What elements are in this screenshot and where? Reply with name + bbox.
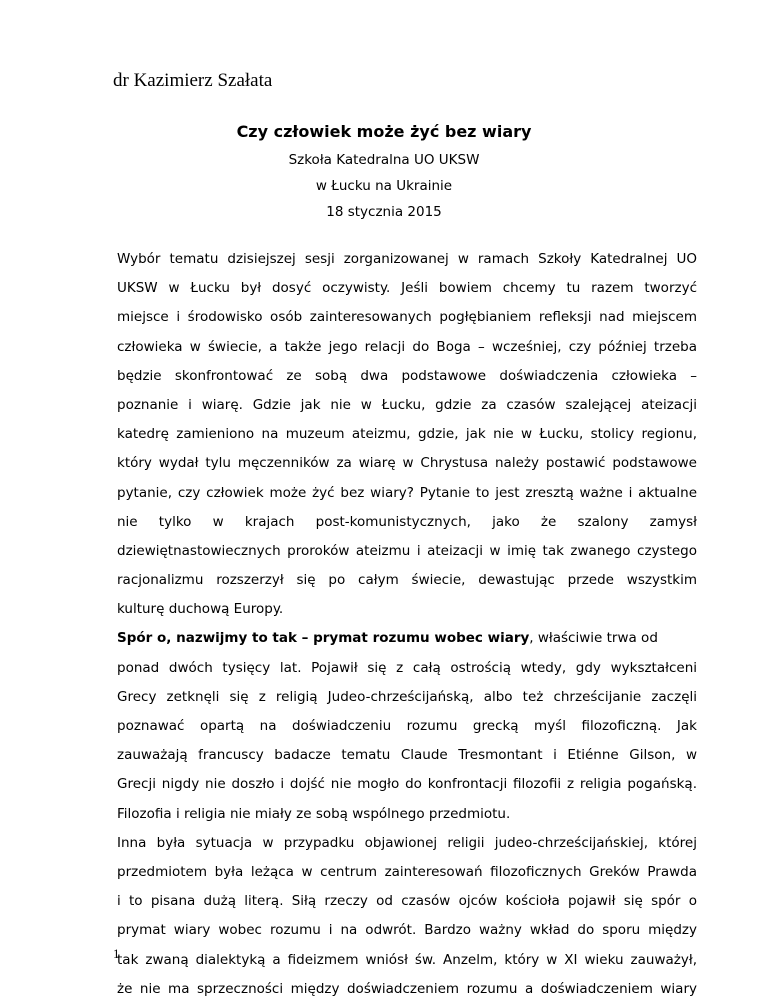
- page-number: 1: [113, 946, 120, 961]
- text-line: kulturę duchową Europy.: [117, 601, 284, 618]
- subtitle-place: w Łucku na Ukrainie: [315, 178, 453, 194]
- text-line: ponad dwóch tysięcy lat. Pojawił się z całą ostrością wtedy, gdy wykształceni: [117, 659, 697, 676]
- text-line: człowieka w świecie, a także jego relacji do Boga – wcześniej, czy później trzeba: [117, 338, 697, 355]
- text-line: pytanie, czy człowiek może żyć bez wiary? Pytanie to jest zresztą ważne i aktualne: [117, 484, 697, 501]
- text-line: nie tylko w krajach post-komunistycznych, jako że szalony zamysł: [117, 513, 697, 530]
- text-line: Inna była sytuacja w przypadku objawionej religii judeo-chrześcijańskiej, której: [117, 834, 697, 851]
- text-line: katedrę zamieniono na muzeum ateizmu, gdzie, jak nie w Łucku, stolicy regionu,: [117, 426, 697, 443]
- text-run: , właściwie trwa od: [529, 630, 658, 647]
- text-line: który wydał tylu męczenników za wiarę w Chrystusa należy postawić podstawowe: [117, 455, 697, 472]
- text-line: Filozofia i religia nie miały ze sobą wspólnego przedmiotu.: [117, 805, 511, 822]
- text-line: dziewiętnastowiecznych proroków ateizmu i ateizacji w imię tak zwanego czystego: [117, 542, 697, 559]
- document-body: [117, 245, 697, 1004]
- text-line-bold-lead: [117, 624, 697, 653]
- subtitle-institution: Szkoła Katedralna UO UKSW: [288, 152, 480, 168]
- text-line: miejsce i środowisko osób zainteresowanych pogłębianiem refleksji nad miejscem: [117, 309, 697, 326]
- text-line: zauważają francuscy badacze tematu Claude Tresmontant i Etiénne Gilson, w: [117, 747, 697, 764]
- subtitle-date: 18 stycznia 2015: [326, 204, 442, 220]
- text-line: Wybór tematu dzisiejszej sesji zorganizowanej w ramach Szkoły Katedralnej UO: [117, 251, 697, 267]
- document-title: Czy człowiek może żyć bez wiary: [236, 122, 532, 141]
- text-line: prymat wiary wobec rozumu i na odwrót. Bardzo ważny wkład do sporu między: [117, 922, 697, 939]
- text-line: racjonalizmu rozszerzył się po całym świecie, dewastując przede wszystkim: [117, 572, 697, 589]
- text-line: poznawać opartą na doświadczeniu rozumu grecką myśl filozoficzną. Jak: [117, 718, 697, 734]
- text-line: tak zwaną dialektyką a fideizmem wniósł św. Anzelm, który w XI wieku zauważył,: [117, 951, 697, 968]
- text-line: będzie skonfrontować ze sobą dwa podstawowe doświadczenia człowieka –: [117, 367, 697, 384]
- text-line: poznanie i wiarę. Gdzie jak nie w Łucku, gdzie za czasów szalejącej ateizacji: [117, 396, 697, 413]
- author-header: dr Kazimierz Szałata: [113, 70, 273, 91]
- text-line: że nie ma sprzeczności między doświadczeniem rozumu a doświadczeniem wiary: [117, 980, 697, 997]
- text-line: Grecji nigdy nie doszło i dojść nie mogło do konfrontacji filozofii z religia pogańską.: [117, 776, 697, 793]
- text-line: UKSW w Łucku był dosyć oczywisty. Jeśli bowiem chcemy tu razem tworzyć: [117, 280, 697, 297]
- bold-phrase: Spór o, nazwijmy to tak – prymat rozumu wobec wiary: [117, 630, 530, 647]
- text-line: i to pisana dużą literą. Siłą rzeczy od czasów ojców kościoła pojawił się spór o: [117, 893, 697, 910]
- text-line: przedmiotem była leżąca w centrum zainteresowań filozoficznych Greków Prawda: [117, 863, 697, 880]
- text-line: Grecy zetknęli się z religią Judeo-chrześcijańską, albo też chrześcijanie zaczęli: [117, 688, 697, 705]
